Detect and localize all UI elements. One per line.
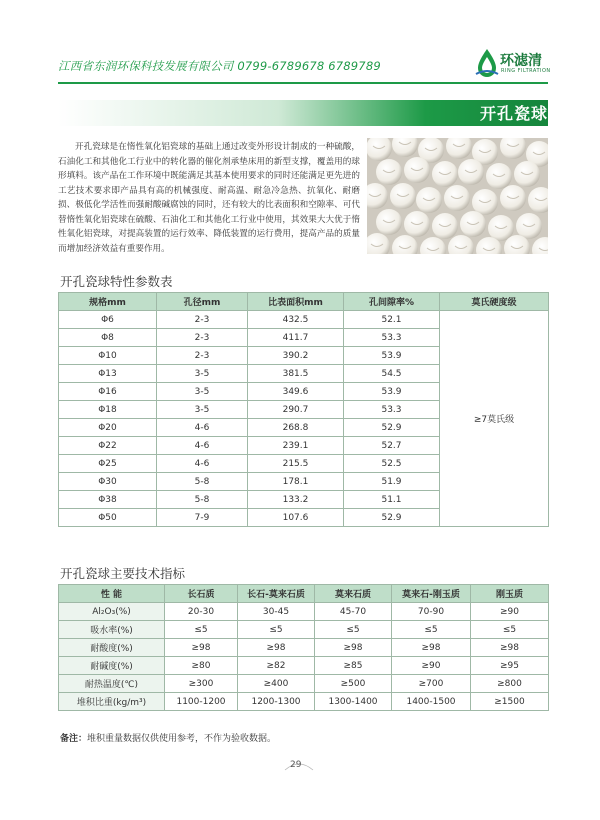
tech-cell: ≥82 (238, 657, 315, 675)
tech-cell: ≥90 (392, 657, 471, 675)
spec-cell: 268.8 (248, 419, 344, 437)
spec-cell: 5-8 (157, 473, 248, 491)
tech-table-header (59, 585, 549, 603)
tech-cell: ≥98 (315, 639, 392, 657)
spec-cell: Φ8 (59, 329, 157, 347)
spec-cell: Φ30 (59, 473, 157, 491)
spec-cell: 349.6 (248, 383, 344, 401)
spec-cell: 52.9 (344, 419, 440, 437)
spec-cell: Φ10 (59, 347, 157, 365)
spec-cell: 4-6 (157, 437, 248, 455)
header-porosity: 孔间隙率% (344, 293, 440, 311)
tech-table-row (59, 657, 549, 675)
logo-subtext: RING FILTRATION (501, 68, 551, 74)
tech-cell: ≤5 (471, 621, 549, 639)
product-photo (367, 138, 548, 254)
header-feldspar-mullite: 长石-莫来石质 (238, 585, 315, 603)
header-mullite: 莫来石质 (315, 585, 392, 603)
tech-cell: 70-90 (392, 603, 471, 621)
tech-cell: ≥98 (392, 639, 471, 657)
footnote-text: 堆积重量数据仅供使用参考，不作为验收数据。 (87, 734, 277, 744)
property-label: Al₂O₃(%) (59, 603, 165, 621)
property-label: 耐碱度(%) (59, 657, 165, 675)
spec-cell: 7-9 (157, 509, 248, 527)
tech-table-row (59, 675, 549, 693)
spec-cell: 432.5 (248, 311, 344, 329)
property-label: 耐酸度(%) (59, 639, 165, 657)
spec-cell: Φ18 (59, 401, 157, 419)
spec-cell: 2-3 (157, 311, 248, 329)
tech-cell: ≥98 (471, 639, 549, 657)
spec-cell: 53.9 (344, 347, 440, 365)
page-title: 开孔瓷球 (479, 104, 548, 123)
tech-cell: ≥300 (165, 675, 238, 693)
tech-cell: 1400-1500 (392, 693, 471, 711)
tech-cell: ≤5 (165, 621, 238, 639)
spec-cell: 53.3 (344, 329, 440, 347)
tech-cell: ≥90 (471, 603, 549, 621)
footnote-label: 备注： (60, 734, 88, 744)
tech-table-row (59, 639, 549, 657)
tech-cell: ≥800 (471, 675, 549, 693)
spec-cell: Φ25 (59, 455, 157, 473)
header-corundum: 刚玉质 (471, 585, 549, 603)
tech-cell: ≥1500 (471, 693, 549, 711)
header-rule (58, 82, 548, 84)
spec-cell: 52.5 (344, 455, 440, 473)
header-hole: 孔径mm (157, 293, 248, 311)
tech-cell: ≥95 (471, 657, 549, 675)
tech-cell: 1200-1300 (238, 693, 315, 711)
tech-table (58, 584, 549, 711)
page-number: 29 (290, 760, 302, 770)
tech-cell: 30-45 (238, 603, 315, 621)
spec-cell: 51.1 (344, 491, 440, 509)
spec-cell: 2-3 (157, 329, 248, 347)
spec-cell: 239.1 (248, 437, 344, 455)
spec-cell: Φ20 (59, 419, 157, 437)
table1-heading: 开孔瓷球特性参数表 (60, 274, 173, 289)
tech-cell: ≤5 (392, 621, 471, 639)
spec-cell: 2-3 (157, 347, 248, 365)
spec-cell: 3-5 (157, 401, 248, 419)
intro-paragraph: 开孔瓷球是在惰性氧化铝瓷球的基础上通过改变外形设计制成的一种硫酸，石油化工和其他化工行业中的转化器的催化剂承垫床用的新型支撑，覆盖用的球形填料。该产品在工作环境中既能满足其基本使用要求的同时还能满足更先进的工艺技术要求即产品具有高的机械强度、耐高温、耐急冷急热、抗氧化、耐磨损、极低化学活性而强耐酸碱腐蚀的同时，还有较大的比表面积和空隙率、可代替惰性氧化铝瓷球在硫酸、石油化工和其他化工行业中使用，其效果大大优于惰性氧化铝瓷球，对提高装置的运行效率、降低装置的运行费用，提高产品的质量而增加经济效益有重要作用。 (58, 142, 360, 254)
header-feldspar: 长石质 (165, 585, 238, 603)
tech-cell: ≤5 (315, 621, 392, 639)
spec-cell: 215.5 (248, 455, 344, 473)
spec-cell: Φ16 (59, 383, 157, 401)
spec-cell: Φ6 (59, 311, 157, 329)
tech-cell: ≥98 (165, 639, 238, 657)
header-size: 规格mm (59, 293, 157, 311)
tech-cell: 1100-1200 (165, 693, 238, 711)
property-label: 堆积比重(kg/m³) (59, 693, 165, 711)
spec-cell: Φ22 (59, 437, 157, 455)
header-hardness: 莫氏硬度级 (440, 293, 549, 311)
header-mullite-corundum: 莫来石-刚玉质 (392, 585, 471, 603)
property-label: 耐热温度(℃) (59, 675, 165, 693)
tech-table-row (59, 693, 549, 711)
spec-table-header (59, 293, 549, 311)
spec-cell: 133.2 (248, 491, 344, 509)
spec-cell: 54.5 (344, 365, 440, 383)
tech-cell: ≤5 (238, 621, 315, 639)
spec-cell: 3-5 (157, 383, 248, 401)
spec-cell: 53.3 (344, 401, 440, 419)
tech-cell: ≥85 (315, 657, 392, 675)
spec-cell: 4-6 (157, 419, 248, 437)
tech-cell: 45-70 (315, 603, 392, 621)
tech-cell: ≥500 (315, 675, 392, 693)
spec-cell: Φ13 (59, 365, 157, 383)
footnote (60, 731, 276, 744)
header-property: 性 能 (59, 585, 165, 603)
spec-cell: 390.2 (248, 347, 344, 365)
header-surface: 比表面积mm (248, 293, 344, 311)
company-contact: 江西省东润环保科技发展有限公司 0799-6789678 6789789 (58, 59, 381, 73)
spec-cell: 52.9 (344, 509, 440, 527)
spec-cell: 381.5 (248, 365, 344, 383)
tech-cell: 1300-1400 (315, 693, 392, 711)
title-band (58, 100, 548, 126)
tech-cell: ≥400 (238, 675, 315, 693)
tech-table-row (59, 603, 549, 621)
spec-cell: 5-8 (157, 491, 248, 509)
spec-table (58, 292, 549, 527)
spec-cell: 4-6 (157, 455, 248, 473)
spec-cell: 107.6 (248, 509, 344, 527)
spec-cell: Φ50 (59, 509, 157, 527)
spec-cell: Φ38 (59, 491, 157, 509)
spec-table-row (59, 311, 549, 329)
spec-cell: 53.9 (344, 383, 440, 401)
tech-cell: ≥80 (165, 657, 238, 675)
spec-cell: 411.7 (248, 329, 344, 347)
spec-cell: 290.7 (248, 401, 344, 419)
spec-cell: 3-5 (157, 365, 248, 383)
logo-text: 环滤清 (500, 53, 542, 69)
table2-heading: 开孔瓷球主要技术指标 (60, 566, 186, 581)
spec-cell: 52.7 (344, 437, 440, 455)
spec-cell: 178.1 (248, 473, 344, 491)
tech-cell: ≥98 (238, 639, 315, 657)
tech-table-row (59, 621, 549, 639)
tech-cell: 20-30 (165, 603, 238, 621)
hardness-cell: ≥7莫氏级 (440, 311, 549, 527)
property-label: 吸水率(%) (59, 621, 165, 639)
tech-cell: ≥700 (392, 675, 471, 693)
spec-cell: 51.9 (344, 473, 440, 491)
spec-cell: 52.1 (344, 311, 440, 329)
